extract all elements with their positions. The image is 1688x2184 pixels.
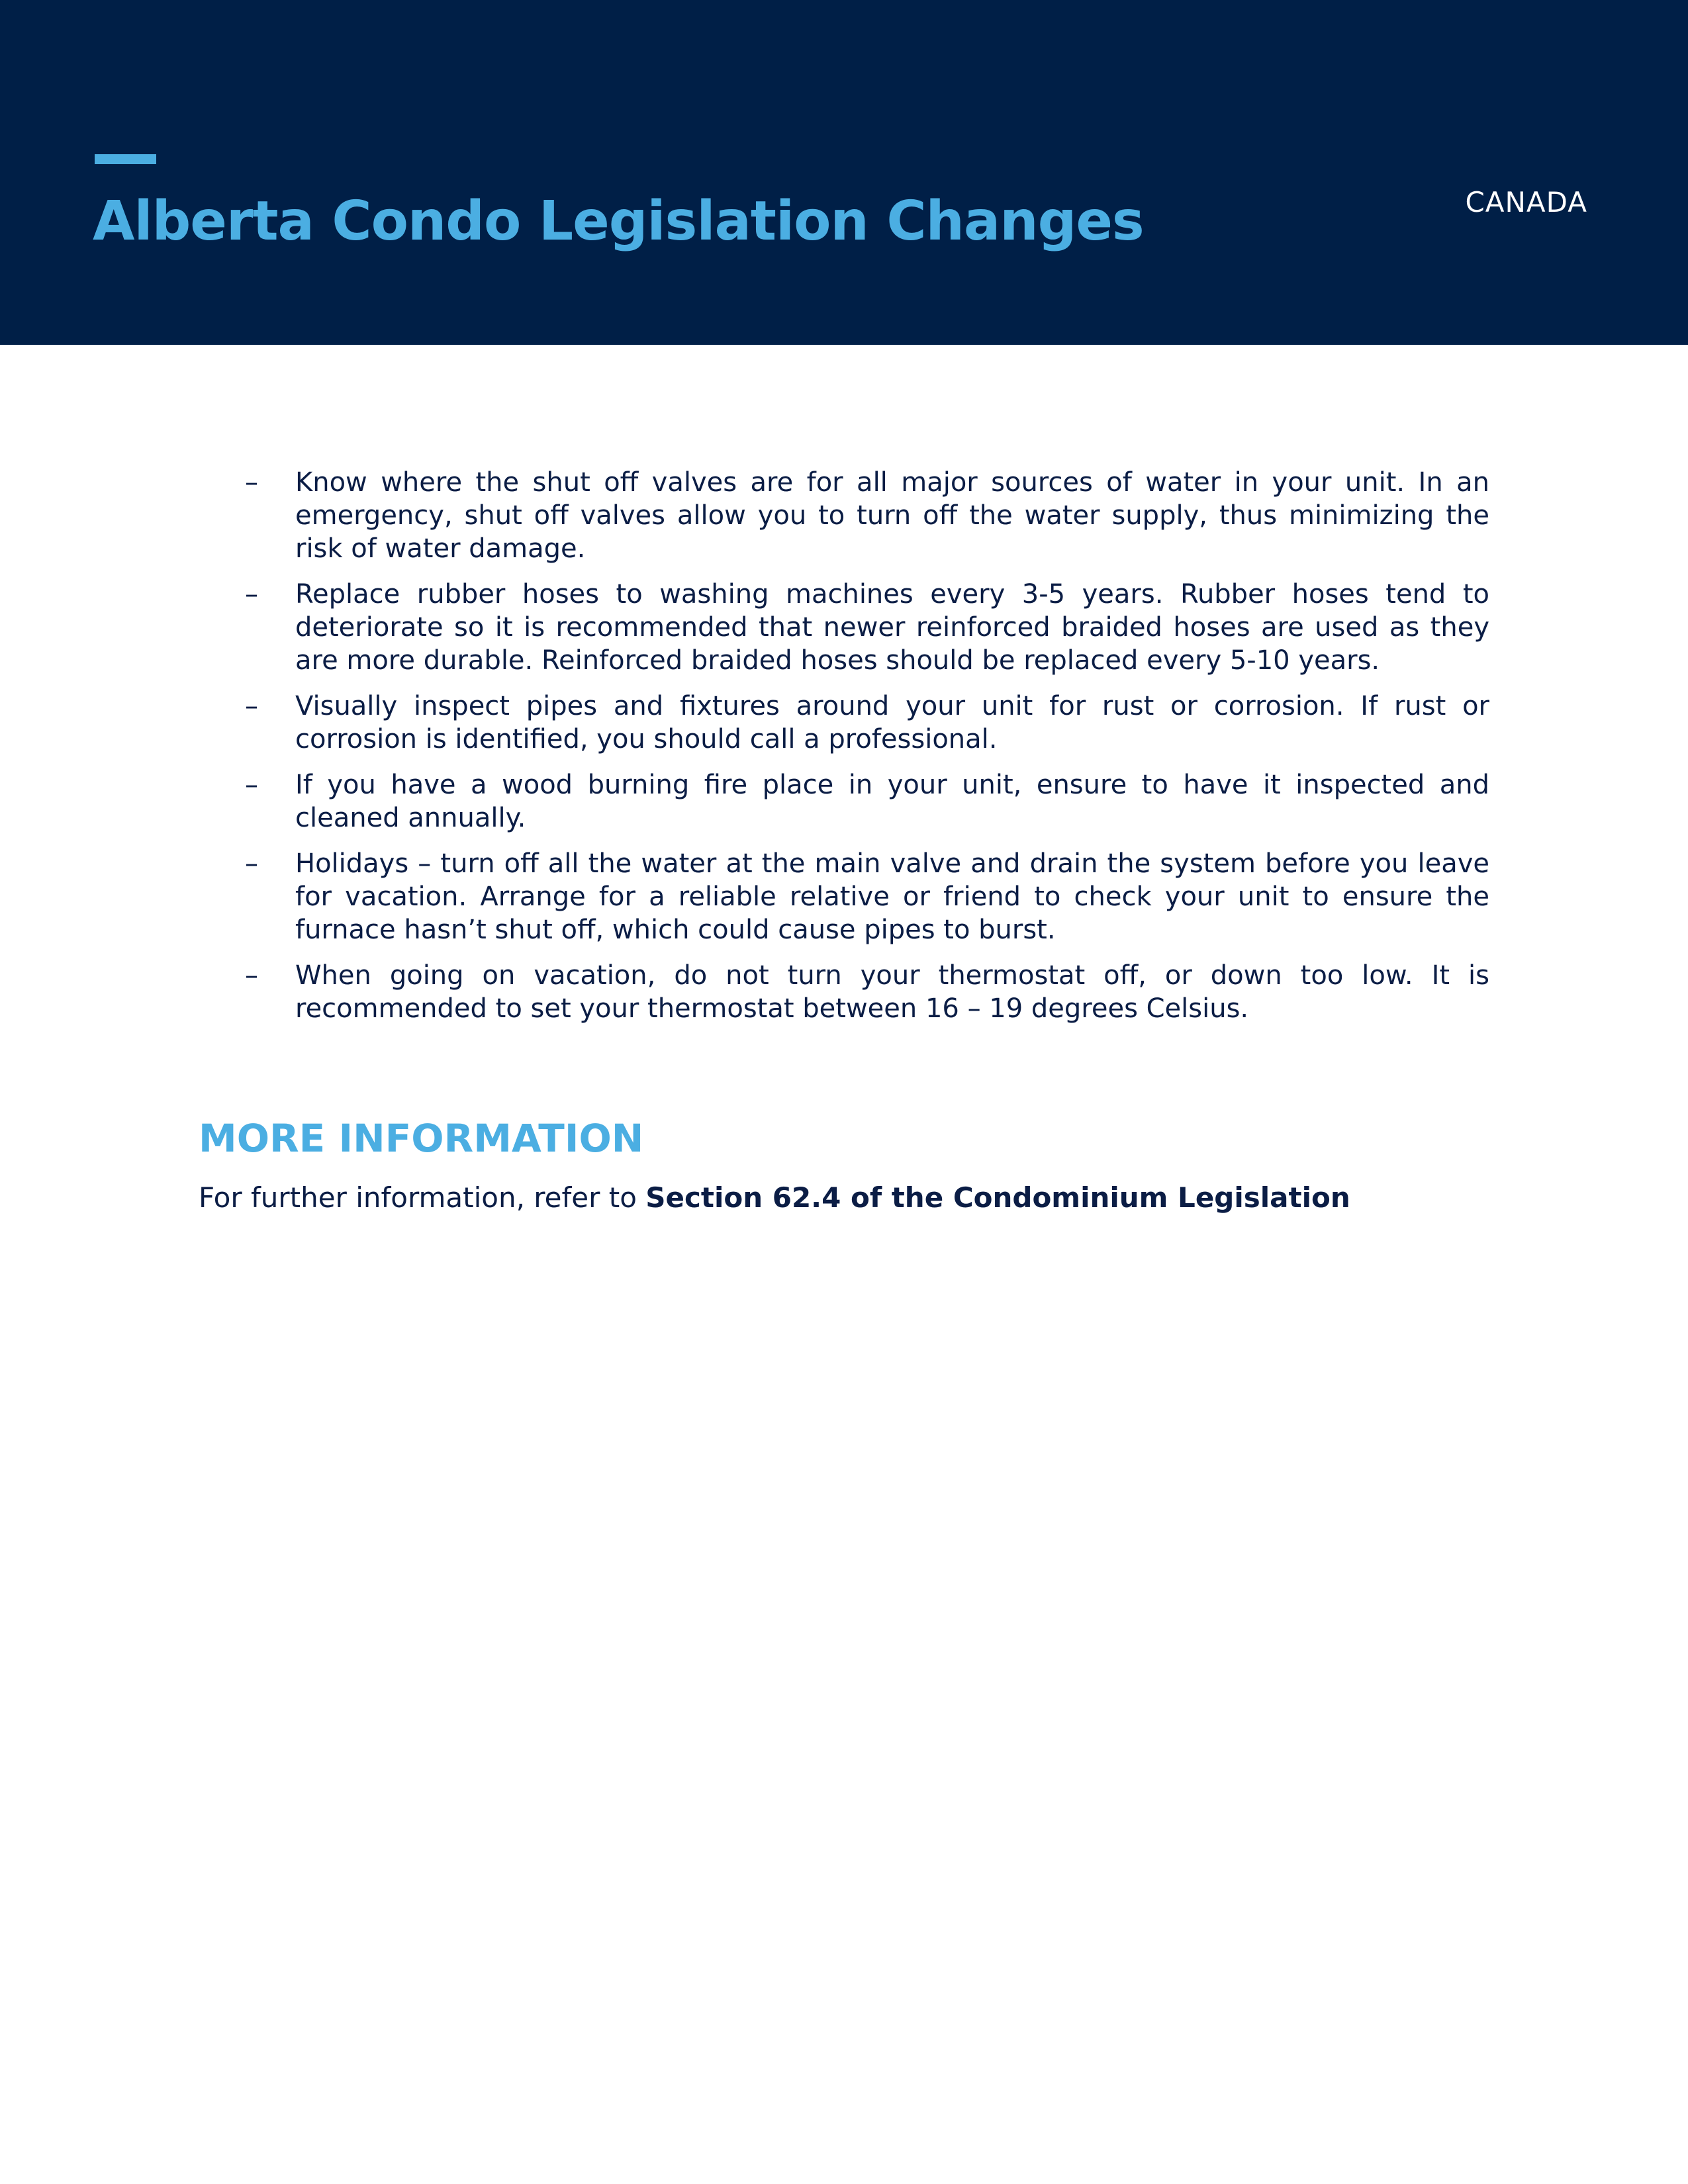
tip-text: When going on vacation, do not turn your thermostat off, or down too low. It is recommended to set your thermostat between 16 – 19 degrees Celsius. [295,960,1489,1024]
accent-bar [95,154,156,164]
dash-bullet: – [245,848,258,879]
legislation-reference: Section 62.4 of the Condominium Legislation [645,1181,1350,1214]
dash-bullet: – [245,770,258,800]
region-label: CANADA [1465,186,1587,218]
tip-text: If you have a wood burning fire place in your unit, ensure to have it inspected and cleaned annually. [295,770,1489,833]
further-information-lead: For further information, refer to [199,1181,646,1214]
document-title: Alberta Condo Legislation Changes [93,190,1144,253]
list-item [245,959,1489,1025]
dash-bullet: – [245,579,258,610]
dash-bullet: – [245,960,258,991]
list-item [245,466,1489,565]
tip-text: Holidays – turn off all the water at the main valve and drain the system before you leave for vacation. Arrange for a reliable relative or friend to check your unit to ensure the furnace hasn’t shut off, which could cause pipes to burst. [295,848,1489,945]
list-item [245,847,1489,946]
list-item [245,690,1489,756]
list-item [245,578,1489,677]
dash-bullet: – [245,467,258,498]
tip-text: Know where the shut off valves are for all major sources of water in your unit. In an emergency, shut off valves allow you to turn off the water supply, thus minimizing the risk of water damage. [295,467,1489,564]
list-item [245,768,1489,835]
further-information-text [199,1180,1350,1216]
tips-list [245,466,1489,1038]
tip-text: Replace rubber hoses to washing machines every 3-5 years. Rubber hoses tend to deteriorate so it is recommended that newer reinforced braided hoses are used as they are more durable. Reinforced braided hoses should be replaced every 5-10 years. [295,579,1489,676]
dash-bullet: – [245,691,258,721]
tip-text: Visually inspect pipes and fixtures around your unit for rust or corrosion. If rust or corrosion is identified, you should call a professional. [295,691,1489,754]
more-information-heading: MORE INFORMATION [199,1116,644,1161]
page-header [0,0,1688,345]
